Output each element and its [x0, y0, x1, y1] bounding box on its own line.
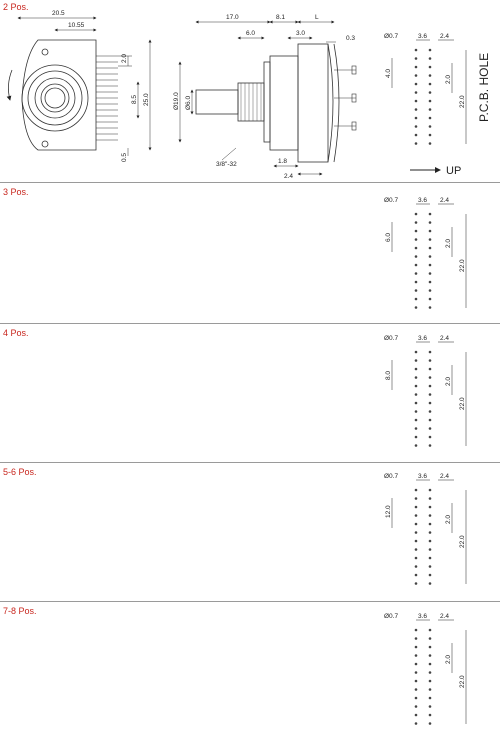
pcb-hole — [415, 264, 418, 267]
pcb-hole — [415, 489, 418, 492]
pcb-hole — [415, 247, 418, 250]
pcb-hole — [429, 637, 432, 640]
pcb-hole — [415, 506, 418, 509]
side-view — [180, 22, 356, 174]
pcb-hole — [415, 351, 418, 354]
pcb-hole — [429, 419, 432, 422]
pcb-hole — [429, 272, 432, 275]
dim-text: 22.0 — [459, 397, 466, 410]
pcb-hole — [429, 264, 432, 267]
pcb-hole — [415, 523, 418, 526]
dim-text: 25.0 — [143, 93, 150, 106]
pcb-hole — [429, 574, 432, 577]
pcb-hole — [415, 705, 418, 708]
dim-text: 3.0 — [296, 30, 306, 37]
pcb-hole — [429, 385, 432, 388]
pcb-hole — [429, 238, 432, 241]
dim-text: 2.0 — [121, 53, 128, 63]
pcb-hole — [429, 705, 432, 708]
pcb-hole — [415, 213, 418, 216]
pcb-hole — [429, 548, 432, 551]
dim-text: 2.0 — [445, 74, 452, 84]
dim-text: 22.0 — [459, 259, 466, 272]
pcb-hole — [429, 489, 432, 492]
dim-text: 2.4 — [440, 33, 450, 40]
pcb-hole — [415, 91, 418, 94]
pcb-hole — [415, 557, 418, 560]
pcb-hole — [429, 100, 432, 103]
dim-text: 8.0 — [385, 370, 392, 380]
pcb-hole — [415, 281, 418, 284]
dim-text: 3/8"-32 — [216, 161, 237, 168]
pcb-hole — [415, 410, 418, 413]
pcb-hole — [415, 548, 418, 551]
pcb-hole — [415, 49, 418, 52]
pcb-hole — [415, 125, 418, 128]
pcb-hole — [415, 680, 418, 683]
pcb-hole — [415, 714, 418, 717]
pcb-hole — [415, 117, 418, 120]
pcb-hole — [415, 368, 418, 371]
dim-text: L — [315, 14, 319, 21]
pcb-hole — [429, 629, 432, 632]
pcb-hole — [415, 531, 418, 534]
pcb-hole — [415, 419, 418, 422]
pcb-hole — [429, 506, 432, 509]
pcb-hole — [429, 376, 432, 379]
dim-text: Ø6.0 — [185, 95, 192, 110]
dim-text: Ø0.7 — [384, 33, 399, 40]
pcb-hole — [429, 351, 432, 354]
pcb-hole — [415, 376, 418, 379]
pcb-hole — [415, 221, 418, 224]
section-title-2pos: 2 Pos. — [3, 2, 29, 12]
dim-text: 17.0 — [226, 14, 239, 21]
pcb-hole — [415, 272, 418, 275]
dim-text: 3.6 — [418, 335, 428, 342]
pcb-hole — [429, 230, 432, 233]
dim-text: 2.4 — [440, 197, 450, 204]
section-title-3pos: 3 Pos. — [3, 187, 29, 197]
pcb-hole — [429, 221, 432, 224]
dim-text: 2.4 — [440, 335, 450, 342]
pcb-hole — [429, 83, 432, 86]
pcb-hole — [415, 230, 418, 233]
pcb-hole — [429, 557, 432, 560]
front-view — [8, 18, 150, 156]
pcb-hole — [415, 393, 418, 396]
pcb-hole — [429, 688, 432, 691]
pcb-hole — [429, 497, 432, 500]
pcb-hole — [429, 540, 432, 543]
section-title-56pos: 5-6 Pos. — [3, 467, 37, 477]
pcb-hole — [429, 74, 432, 77]
pcb-hole — [415, 646, 418, 649]
pcb-hole — [429, 436, 432, 439]
pcb-hole — [429, 298, 432, 301]
dim-text: Ø0.7 — [384, 473, 399, 480]
pcb-hole — [415, 540, 418, 543]
pcb-layouts — [384, 33, 466, 725]
dim-text: 2.4 — [284, 173, 294, 180]
pcb-hole — [429, 91, 432, 94]
dim-text: 0.3 — [346, 35, 356, 42]
pcb-hole — [415, 514, 418, 517]
pcb-hole — [429, 213, 432, 216]
dim-text: 3.6 — [418, 613, 428, 620]
pcb-hole — [415, 255, 418, 258]
dim-text: 0.5 — [121, 152, 128, 162]
dim-text: Ø19.0 — [173, 92, 180, 110]
pcb-hole — [415, 306, 418, 309]
pcb-hole-title: P.C.B. HOLE — [477, 52, 491, 122]
pcb-hole — [429, 663, 432, 666]
pcb-hole — [415, 697, 418, 700]
pcb-hole — [429, 680, 432, 683]
pcb-hole — [415, 688, 418, 691]
pcb-hole — [429, 410, 432, 413]
section-title-78pos: 7-8 Pos. — [3, 606, 37, 616]
pcb-hole — [415, 298, 418, 301]
pcb-hole — [415, 629, 418, 632]
section-title-4pos: 4 Pos. — [3, 328, 29, 338]
dim-text: 8.1 — [276, 14, 286, 21]
dim-text: 2.0 — [445, 654, 452, 664]
dim-text: 2.0 — [445, 514, 452, 524]
pcb-hole — [415, 108, 418, 111]
dim-text: 6.0 — [246, 30, 256, 37]
pcb-hole — [415, 142, 418, 145]
dim-text: 2.0 — [445, 376, 452, 386]
pcb-hole — [415, 289, 418, 292]
pcb-hole — [429, 671, 432, 674]
up-label: UP — [446, 165, 462, 177]
pcb-hole — [429, 582, 432, 585]
pcb-hole — [429, 281, 432, 284]
pcb-hole — [415, 74, 418, 77]
dim-text: 12.0 — [385, 505, 392, 518]
pcb-hole — [415, 436, 418, 439]
pcb-hole — [429, 134, 432, 137]
pcb-hole — [415, 238, 418, 241]
pcb-hole — [429, 142, 432, 145]
pcb-hole — [429, 49, 432, 52]
pcb-hole — [429, 714, 432, 717]
pcb-hole — [429, 427, 432, 430]
dim-text: 1.8 — [278, 158, 288, 165]
dim-text: 6.0 — [385, 232, 392, 242]
pcb-hole — [429, 255, 432, 258]
dim-text: Ø0.7 — [384, 613, 399, 620]
pcb-hole — [415, 100, 418, 103]
dim-text: 2.0 — [445, 238, 452, 248]
pcb-hole — [429, 125, 432, 128]
dim-text: Ø0.7 — [384, 335, 399, 342]
pcb-hole — [415, 134, 418, 137]
pcb-hole — [415, 359, 418, 362]
dim-text: 2.4 — [440, 473, 450, 480]
pcb-hole — [429, 117, 432, 120]
pcb-hole — [415, 654, 418, 657]
pcb-hole — [415, 565, 418, 568]
pcb-hole — [429, 359, 432, 362]
pcb-hole — [415, 637, 418, 640]
pcb-hole — [429, 565, 432, 568]
pcb-hole — [429, 289, 432, 292]
pcb-hole — [415, 444, 418, 447]
pcb-hole — [429, 108, 432, 111]
pcb-hole — [429, 523, 432, 526]
dim-text: Ø0.7 — [384, 197, 399, 204]
pcb-hole — [415, 497, 418, 500]
pcb-hole — [429, 646, 432, 649]
pcb-hole — [415, 402, 418, 405]
pcb-hole — [415, 722, 418, 725]
dim-text: 3.6 — [418, 197, 428, 204]
pcb-hole — [429, 444, 432, 447]
pcb-hole — [429, 393, 432, 396]
pcb-hole — [429, 722, 432, 725]
pcb-hole — [415, 57, 418, 60]
pcb-hole — [429, 57, 432, 60]
pcb-hole — [429, 247, 432, 250]
dim-text: 22.0 — [459, 95, 466, 108]
pcb-hole — [415, 671, 418, 674]
dim-text: 4.0 — [385, 68, 392, 78]
pcb-hole — [429, 531, 432, 534]
pcb-hole — [429, 402, 432, 405]
pcb-hole — [415, 83, 418, 86]
pcb-hole — [415, 66, 418, 69]
pcb-hole — [415, 574, 418, 577]
pcb-hole — [429, 306, 432, 309]
dim-text: 2.4 — [440, 613, 450, 620]
pcb-hole — [415, 582, 418, 585]
pcb-hole — [415, 663, 418, 666]
dim-text: 3.6 — [418, 33, 428, 40]
dim-text: 3.6 — [418, 473, 428, 480]
dim-text: 8.5 — [131, 94, 138, 104]
dim-text: 22.0 — [459, 535, 466, 548]
pcb-hole — [429, 654, 432, 657]
pcb-hole — [429, 697, 432, 700]
dim-text: 10.55 — [68, 22, 85, 29]
pcb-hole — [429, 514, 432, 517]
pcb-hole — [415, 427, 418, 430]
pcb-hole — [429, 66, 432, 69]
dim-text: 20.5 — [52, 10, 65, 17]
pcb-hole — [415, 385, 418, 388]
dim-text: 22.0 — [459, 675, 466, 688]
pcb-hole — [429, 368, 432, 371]
